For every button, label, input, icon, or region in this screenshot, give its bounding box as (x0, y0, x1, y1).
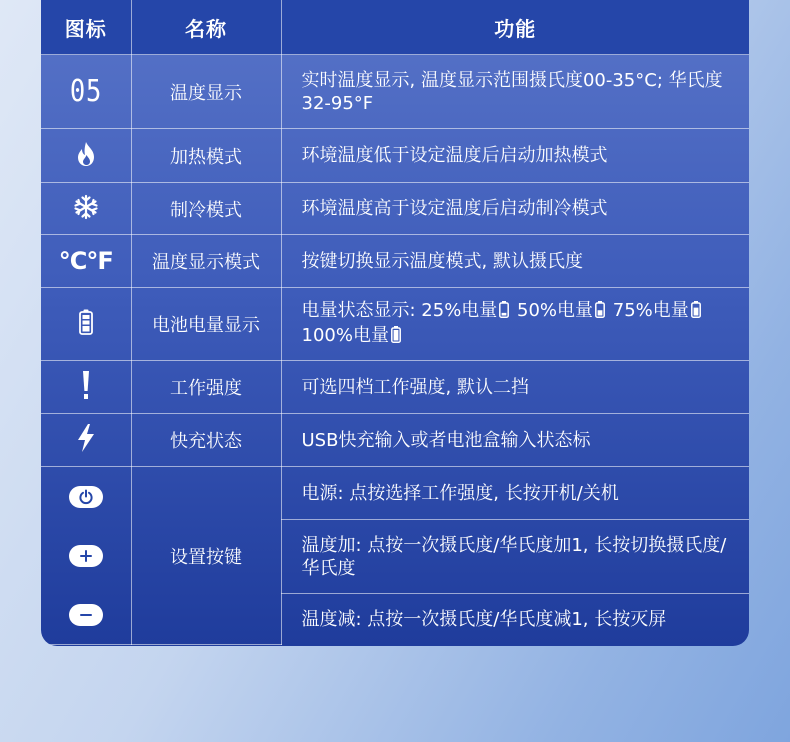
table-row (41, 55, 749, 129)
battery-text-75: 75%电量 (607, 300, 689, 321)
table-row (41, 361, 749, 414)
row-function-power: 电源: 点按选择工作强度, 长按开机/关机 (281, 467, 749, 520)
row-function-minus: 温度减: 点按一次摄氏度/华氏度减1, 长按灭屏 (281, 594, 749, 645)
plus-button-icon (69, 545, 103, 567)
button-icon-group (41, 486, 131, 626)
row-function: 环境温度低于设定温度后启动加热模式 (281, 129, 749, 183)
feature-table-container (41, 0, 749, 646)
table-row (41, 129, 749, 183)
row-function (281, 288, 749, 361)
battery-75-icon (691, 301, 701, 324)
row-name: 温度显示 (131, 55, 281, 129)
row-name: 温度显示模式 (131, 235, 281, 288)
battery-100-icon (391, 326, 401, 349)
row-name: 快充状态 (131, 414, 281, 467)
row-function: 按键切换显示温度模式, 默认摄氏度 (281, 235, 749, 288)
battery-50-icon (595, 301, 605, 324)
row-name: 电池电量显示 (131, 288, 281, 361)
snowflake-icon (73, 194, 99, 220)
table-row (41, 183, 749, 235)
battery-text-50: 50%电量 (511, 300, 594, 321)
celsius-fahrenheit-icon: °C°F (58, 247, 113, 275)
header-name: 名称 (131, 0, 281, 55)
table-header-row (41, 0, 749, 55)
exclamation-icon (82, 370, 90, 400)
row-function: USB快充输入或者电池盒输入状态标 (281, 414, 749, 467)
battery-text-25: 电量状态显示: 25%电量 (301, 300, 498, 321)
battery-text-100: 100%电量 (301, 325, 389, 346)
table-row (41, 467, 749, 520)
row-function-plus: 温度加: 点按一次摄氏度/华氏度加1, 长按切换摄氏度/华氏度 (281, 520, 749, 594)
row-name: 制冷模式 (131, 183, 281, 235)
digit-display-icon: 05 (69, 74, 102, 109)
flame-icon (75, 141, 97, 167)
battery-icon (79, 309, 93, 335)
row-function: 实时温度显示, 温度显示范围摄氏度00-35°C; 华氏度32-95°F (281, 55, 749, 129)
row-function: 可选四档工作强度, 默认二挡 (281, 361, 749, 414)
row-name: 加热模式 (131, 129, 281, 183)
row-name: 设置按键 (131, 467, 281, 645)
minus-button-icon (69, 604, 103, 626)
table-row (41, 288, 749, 361)
feature-table (41, 0, 749, 645)
table-row (41, 414, 749, 467)
header-function: 功能 (281, 0, 749, 55)
header-icon: 图标 (41, 0, 131, 55)
lightning-icon (76, 423, 96, 453)
table-row (41, 235, 749, 288)
row-name: 工作强度 (131, 361, 281, 414)
row-function: 环境温度高于设定温度后启动制冷模式 (281, 183, 749, 235)
power-button-icon (69, 486, 103, 508)
battery-25-icon (499, 301, 509, 324)
